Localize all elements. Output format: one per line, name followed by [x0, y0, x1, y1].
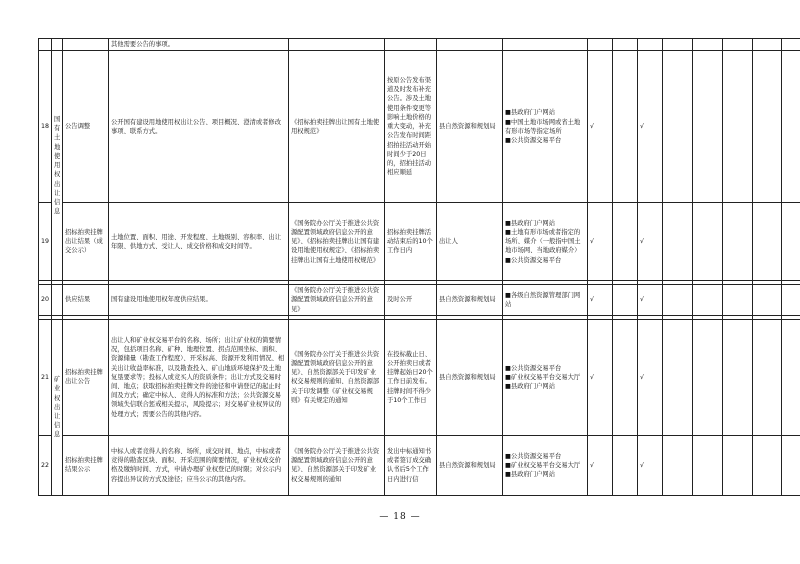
check-mark: √	[588, 203, 613, 281]
category-char: 国	[54, 116, 61, 124]
check-mark: √	[588, 285, 613, 316]
category-char: 信	[54, 422, 61, 430]
category-char: 让	[54, 189, 61, 197]
row-time: 在投标截止日、公开拍卖日或者挂牌起始日20个工作日前发布。挂牌时间不得少于10个工作日	[385, 319, 437, 435]
row-item: 招标拍卖挂牌出让结果（成交公示）	[63, 203, 109, 281]
category-char: 土	[54, 134, 61, 142]
row-time: 发出中标通知书或者签订成交确认书后5个工作日内进行信	[385, 435, 437, 495]
category-mine	[52, 319, 63, 495]
row-content: 中标人或者竞得人的名称、场所，成交时间、地点，中标或者竞得的勘查区块、面积、开采范围的简要情况，矿业权成交价格及缴纳时间、方式，申请办理矿业权登记的时限；对公示内容提出异议的方式及途径；应当公示的其他内容。	[109, 435, 289, 495]
row-channels: ■各级自然资源管理部门网站	[503, 285, 588, 316]
row-basis: 《国务院办公厅关于推进公共资源配置领域政府信息公开的意见》、《招标拍卖挂牌出让国有建设用地使用权规定》、《招标拍卖挂牌出让国有土地使用权规范》	[289, 203, 385, 281]
row-basis: 《招标拍卖挂牌出让国有土地使用权规范》	[289, 51, 385, 203]
category-char: 权	[54, 171, 61, 179]
row-channels: ■公共资源交易平台 ■矿业权交易平台交易大厅 ■县政府门户网站	[503, 319, 588, 435]
table-row	[39, 51, 800, 203]
row-content: 其他需要公告的事项。	[109, 39, 289, 51]
category-char: 业	[54, 385, 61, 393]
table-row	[39, 203, 800, 281]
row-content: 国有建设用地使用权年度供应结果。	[109, 285, 289, 316]
check-mark: √	[638, 51, 663, 203]
category-char: 用	[54, 162, 61, 170]
row-content: 出让人和矿业权交易平台的名称、场所；出让矿业权的简要情况，包括项目名称、矿种、地理位置、拐点范围坐标、面积、资源储量（勘查工作程度）、开采标高、资源开发利用情况、相关出让收益率标准，以及勘查投入、矿山地质环境保护及土地复垦要求等；投标人或竞买人的资质条件；出让方式及交易时间、地点；获取招标拍卖挂牌文件的途径和申请登记的起止时间及方式；确定中标人、竞得人的标准和方法；公共资源交易领域失信联合惩戒相关提示，风险提示；对交易矿业权异议的处理方式；需要公告的其他内容。	[109, 319, 289, 435]
disclosure-table	[38, 38, 800, 496]
category-char: 让	[54, 412, 61, 420]
table-row	[39, 435, 800, 495]
category-char: 息	[54, 431, 61, 439]
table-row	[39, 319, 800, 435]
check-mark: √	[638, 285, 663, 316]
row-time: 招标拍卖挂牌活动结束后的10个工作日内	[385, 203, 437, 281]
row-number: 20	[39, 285, 52, 316]
row-subject: 县自然资源和规划局	[437, 51, 503, 203]
row-basis: 《国务院办公厅关于推进公共资源配置领域政府信息公开的意见》、自然资源部关于印发矿业权交易规则的通知	[289, 435, 385, 495]
row-subject: 县自然资源和规划局	[437, 319, 503, 435]
category-char: 息	[54, 208, 61, 216]
category-char: 矿	[54, 376, 61, 384]
row-subject: 县自然资源和规划局	[437, 285, 503, 316]
check-mark: √	[588, 319, 613, 435]
category-char: 有	[54, 125, 61, 133]
category-char: 地	[54, 143, 61, 151]
row-channels: ■县政府门户网站 ■土地有形市场或者指定的场所、媒介（一般指中国土地市场网、当地政府媒介） ■公共资源交易平台	[503, 203, 588, 281]
row-basis: 《国务院办公厅关于推进公共资源配置领域政府信息公开的意见》	[289, 285, 385, 316]
row-item: 招标拍卖挂牌结果公示	[63, 435, 109, 495]
check-mark: √	[588, 435, 613, 495]
category-char: 权	[54, 394, 61, 402]
row-number: 21	[39, 319, 52, 435]
table-row	[39, 285, 800, 316]
table-row	[39, 39, 800, 51]
row-content: 土地位置、面积、用途、开发程度、土地级别、容积率、出让年限、供地方式、受让人、成交价格和成交时间等。	[109, 203, 289, 281]
row-time: 按原公告发布渠道及时发布补充公告。涉及土地使用条件变更等影响土地价格的重大变动，补充公告发布时间距招拍挂活动开始时间少于20日的，招拍挂活动相应顺延	[385, 51, 437, 203]
category-land	[52, 51, 63, 281]
category-char: 信	[54, 198, 61, 206]
check-mark: √	[588, 51, 613, 203]
row-number: 19	[39, 203, 52, 281]
category-label	[54, 115, 60, 216]
row-number: 22	[39, 435, 52, 495]
category-char: 使	[54, 152, 61, 160]
check-mark: √	[638, 435, 663, 495]
check-mark: √	[638, 319, 663, 435]
row-item: 供应结果	[63, 285, 109, 316]
row-channels: ■县政府门户网站 ■中国土地市场网或省土地有形市场等指定场所 ■公共资源交易平台	[503, 51, 588, 203]
row-time: 及时公开	[385, 285, 437, 316]
row-number: 18	[39, 51, 52, 203]
check-mark: √	[638, 203, 663, 281]
row-subject: 县自然资源和规划局	[437, 435, 503, 495]
category-char: 出	[54, 403, 61, 411]
row-content: 公开国有建设用地使用权出让公告、项目概况、澄清或者修改事项、联系方式。	[109, 51, 289, 203]
page-number: — 18 —	[379, 512, 421, 522]
category-label	[54, 375, 60, 439]
row-channels: ■公共资源交易平台 ■矿业权交易平台交易大厅 ■县政府门户网站	[503, 435, 588, 495]
row-item: 公告调整	[63, 51, 109, 203]
category-char: 出	[54, 180, 61, 188]
row-subject: 出让人	[437, 203, 503, 281]
row-basis: 《国务院办公厅关于推进公共资源配置领域政府信息公开的意见》、自然资源部关于印发矿业权交易规则的通知、自然资源部关于印发调整《矿业权交易规则》有关规定的通知	[289, 319, 385, 435]
row-item: 招标拍卖挂牌出让公告	[63, 319, 109, 435]
